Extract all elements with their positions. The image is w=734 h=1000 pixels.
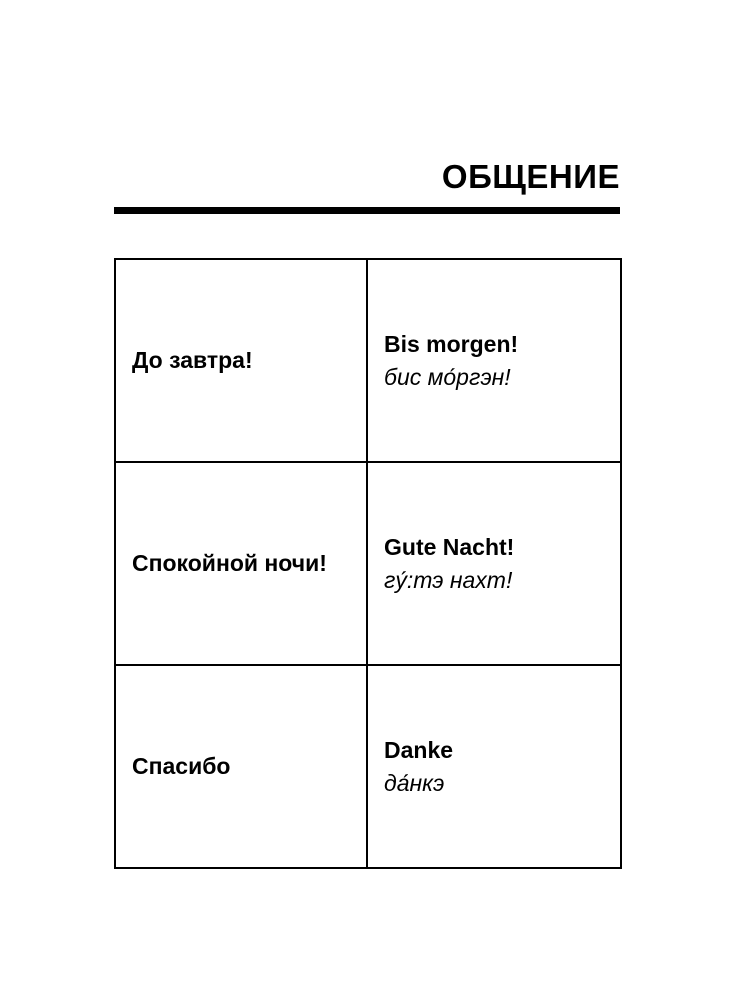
russian-phrase-cell [115,259,367,462]
phrase-row [115,462,621,665]
russian-phrase: Спасибо [132,753,231,779]
german-phrase-cell [367,259,621,462]
russian-phrase-cell [115,462,367,665]
german-phrase: Bis morgen! [384,330,519,357]
phrase-row [115,259,621,462]
pronunciation-transcription: гу́:тэ нахт! [384,566,513,593]
russian-phrase: До завтра! [132,347,253,373]
russian-phrase-cell [115,665,367,868]
section-title: ОБЩЕНИЕ [441,158,620,195]
german-phrase: Danke [384,736,454,763]
german-phrase: Gute Nacht! [384,533,515,560]
german-phrase-cell [367,462,621,665]
russian-phrase: Спокойной ночи! [132,550,327,576]
title-underline-rule [114,207,620,214]
phrase-row [115,665,621,868]
pronunciation-transcription: бис мо́ргэн! [384,363,511,390]
pronunciation-transcription: да́нкэ [384,769,445,796]
phrase-table [114,258,622,869]
german-phrase-cell [367,665,621,868]
